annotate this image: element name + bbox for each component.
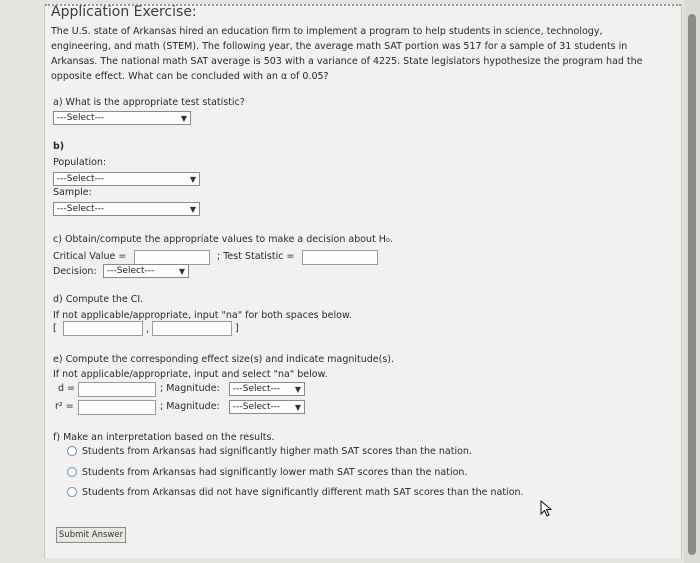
ci-close-bracket: ] [235,323,239,334]
part-f-label: f) Make an interpretation based on the results. [53,432,275,443]
critical-value-label: Critical Value = [53,251,127,262]
sample-select[interactable] [53,202,200,216]
problem-line-4: opposite effect. What can be concluded with an α of 0.05? [51,71,329,82]
magnitude-select-r2-value: ---Select--- [233,402,281,412]
part-e-label: e) Compute the corresponding effect size(s) and indicate magnitude(s). [53,354,395,365]
population-select[interactable] [53,172,200,186]
d-label: d = [58,383,76,394]
decision-label: Decision: [53,266,97,277]
r2-input[interactable] [78,400,156,415]
problem-line-3: Arkansas. The national math SAT average is 503 with a variance of 4225. State legislators hypothesize the program had the [51,56,643,67]
interpretation-radio-higher[interactable] [67,446,77,456]
sample-select-value: ---Select--- [57,204,105,214]
page-title: Application Exercise: [51,4,197,20]
vertical-scrollbar[interactable] [684,0,700,563]
chevron-down-icon: ▼ [189,205,196,214]
ci-open-bracket: [ [53,323,57,334]
magnitude-select-d[interactable] [229,382,305,396]
test-statistic-input[interactable] [302,250,378,265]
sample-label: Sample: [53,187,92,198]
ci-upper-input[interactable] [152,321,232,336]
critical-value-input[interactable] [134,250,210,265]
chevron-down-icon: ▼ [294,403,301,412]
submit-answer-button[interactable]: Submit Answer [56,527,126,543]
population-label: Population: [53,157,107,168]
magnitude-label-2: ; Magnitude: [160,401,220,412]
problem-line-1: The U.S. state of Arkansas hired an education firm to implement a program to help students in science, technology, [51,26,603,37]
scrollbar-thumb[interactable] [688,14,696,555]
test-statistic-select[interactable] [53,111,191,125]
part-a-label: a) What is the appropriate test statistic? [53,97,245,108]
test-statistic-label: ; Test Statistic = [217,251,295,262]
part-c-label: c) Obtain/compute the appropriate values to make a decision about H₀. [53,234,393,245]
chevron-down-icon: ▼ [178,267,185,276]
test-statistic-select-value: ---Select--- [57,113,105,123]
magnitude-select-d-value: ---Select--- [233,384,281,394]
decision-select-value: ---Select--- [107,266,155,276]
interpretation-option-no-difference: Students from Arkansas did not have significantly different math SAT scores than the nation. [82,487,524,498]
mouse-cursor-icon [540,500,554,522]
problem-line-2: engineering, and math (STEM). The following year, the average math SAT portion was 517 for a sample of 31 students in [51,41,628,52]
part-e-instruction: If not applicable/appropriate, input and select "na" below. [53,369,328,380]
chevron-down-icon: ▼ [294,385,301,394]
interpretation-radio-lower[interactable] [67,467,77,477]
chevron-down-icon: ▼ [180,114,187,123]
interpretation-option-higher: Students from Arkansas had significantly higher math SAT scores than the nation. [82,446,472,457]
decision-select[interactable] [103,264,189,278]
ci-lower-input[interactable] [63,321,143,336]
magnitude-label-1: ; Magnitude: [160,383,220,394]
interpretation-option-lower: Students from Arkansas had significantly lower math SAT scores than the nation. [82,467,468,478]
part-d-instruction: If not applicable/appropriate, input "na" for both spaces below. [53,310,352,321]
part-d-label: d) Compute the CI. [53,294,144,305]
r2-label: r² = [55,401,74,412]
chevron-down-icon: ▼ [189,175,196,184]
ci-comma: , [146,324,150,335]
part-b-label: b) [53,141,65,152]
d-input[interactable] [78,382,156,397]
interpretation-radio-no-difference[interactable] [67,487,77,497]
population-select-value: ---Select--- [57,174,105,184]
magnitude-select-r2[interactable] [229,400,305,414]
